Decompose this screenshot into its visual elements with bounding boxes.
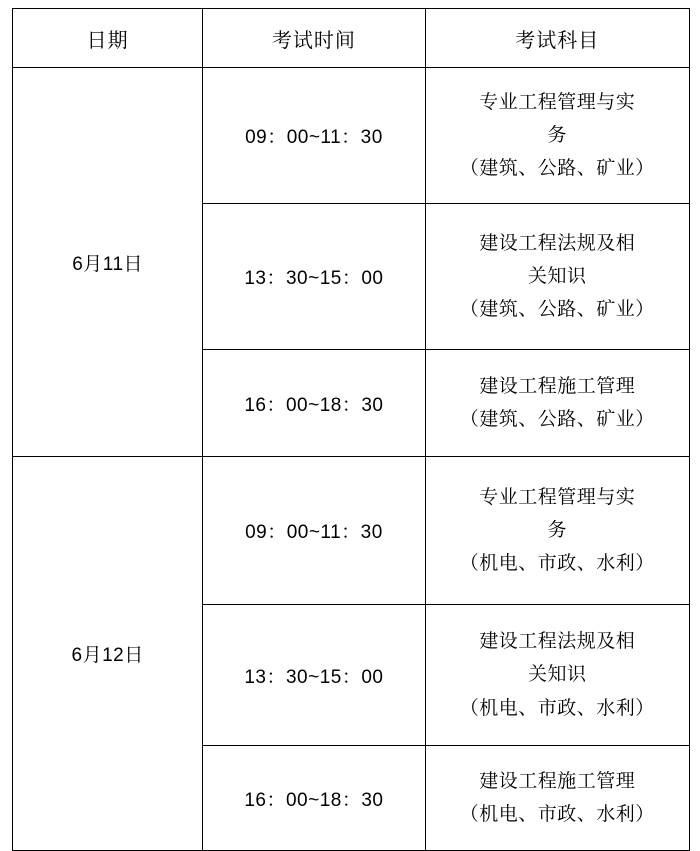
table-row (13, 68, 690, 204)
subject-line: （建筑、公路、矿业） (459, 409, 655, 430)
subject-line: （机电、市政、水利） (459, 697, 655, 719)
subject-line: 专业工程管理与实 (479, 486, 636, 508)
subject-line: （机电、市政、水利） (459, 553, 655, 575)
time-cell: 16：00~18：30 (203, 350, 425, 457)
subject-cell (425, 605, 689, 746)
subject-line: 建设工程法规及相 (479, 631, 636, 653)
subject-line: 关知识 (528, 664, 587, 686)
time-cell: 09：00~11：30 (203, 68, 425, 204)
time-cell: 16：00~18：30 (203, 746, 425, 851)
subject-cell (425, 457, 689, 605)
table-header (13, 9, 690, 68)
exam-schedule-table (12, 8, 690, 851)
subject-cell (425, 350, 689, 457)
subject-line: （建筑、公路、矿业） (459, 158, 655, 180)
subject-line: 建设工程法规及相 (479, 232, 636, 254)
subject-line: 专业工程管理与实 (479, 91, 636, 113)
table-row (13, 457, 690, 605)
date-cell-june-12: 6月12日 (13, 457, 203, 851)
time-cell: 09：00~11：30 (203, 457, 425, 605)
subject-line: 建设工程施工管理 (479, 770, 636, 792)
subject-cell (425, 68, 689, 204)
table-body (13, 68, 690, 851)
subject-line: 建设工程施工管理 (479, 375, 636, 397)
date-cell-june-11: 6月11日 (13, 68, 203, 457)
column-header-subject: 考试科目 (425, 9, 689, 68)
subject-line: 关知识 (528, 265, 587, 287)
time-cell: 13：30~15：00 (203, 204, 425, 350)
subject-line: （建筑、公路、矿业） (459, 299, 655, 321)
subject-cell (425, 204, 689, 350)
column-header-date: 日期 (13, 9, 203, 68)
table-header-row (13, 9, 690, 68)
subject-line: 务 (547, 124, 568, 146)
time-cell: 13：30~15：00 (203, 605, 425, 746)
subject-cell (425, 746, 689, 851)
subject-line: （机电、市政、水利） (459, 804, 655, 825)
column-header-time: 考试时间 (203, 9, 425, 68)
subject-line: 务 (547, 519, 568, 541)
